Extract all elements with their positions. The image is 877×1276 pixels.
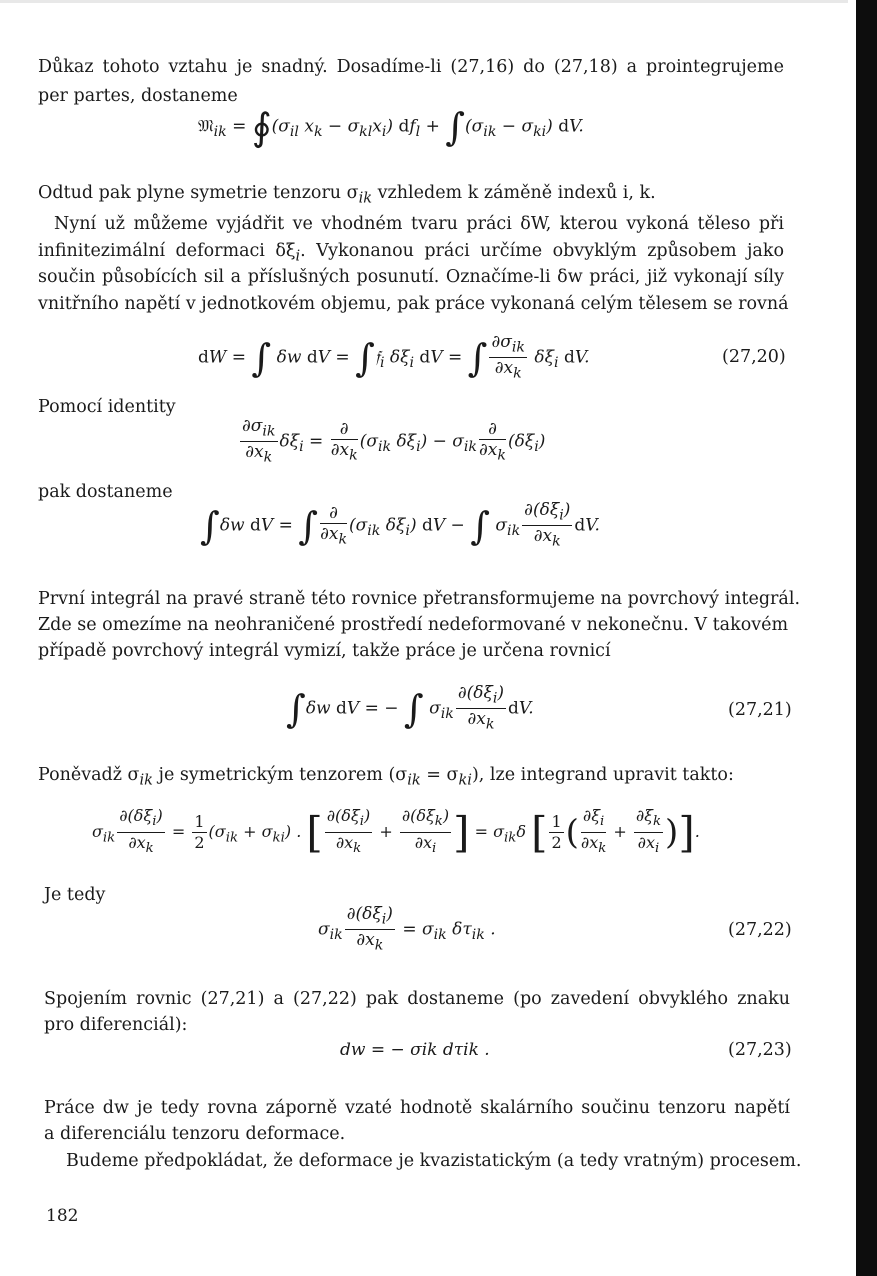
equation-moment: 𝔐$_{ik}$ = $∮(\sigma_{il}$ $x_k - \sigma_{kl}x_i$) $df_l + \int(\sigma_{ik} - \sigma_{ki})$ dV.	[198, 105, 584, 149]
equation-27-22: $\sigma_{ik}$ $\frac{\partial(\delta\xi_i)}{\partial x_k}$ = $\sigma_{ik}$ $\delta\tau_{ik}$ .	[318, 904, 496, 954]
text-line: Je tedy	[44, 885, 106, 905]
page-gutter	[848, 0, 856, 1276]
equation-work-split: ∫δw dV = ∫ $\frac{\partial}{\partial x_k}$ ($\sigma_{ik}$ $\delta\xi_i$) dV − ∫ $\sigma_{ik}$ $\frac{\partial(\delta\xi_i)}{\partial x_k}$ dV.	[200, 500, 600, 550]
equation-number: (27,23)	[728, 1040, 792, 1060]
text-line: Práce dw je tedy rovna záporně vzaté hodnotě skalárního součinu tenzoru napětí	[44, 1098, 790, 1118]
text-line: a diferenciálu tenzoru deformace.	[44, 1124, 346, 1144]
text-line: Budeme předpokládat, že deformace je kvazistatickým (a tedy vratným) procesem.	[66, 1151, 802, 1171]
text-line: infinitezimální deformaci $\delta\xi_i$. Vykonanou práci určíme obvyklým způsobem jako	[38, 241, 784, 265]
equation-number: (27,22)	[728, 920, 792, 940]
equation-27-20: dW = ∫ δw dV = ∫𝔣$_i$ $\delta\xi_i$ dV = ∫ $\frac{\partial\sigma_{ik}}{\partial x_k}$ $\delta\xi_i$ dV.	[198, 332, 590, 382]
text-line: pro diferenciál):	[44, 1015, 188, 1035]
equation-symmetric: $\sigma_{ik}$ $\frac{\partial(\delta\xi_i)}{\partial x_k}$ = $\frac{1}{2}$ $(\sigma_{ik} + \sigma_{ki})$ . [ $\frac{\partial(\delta\xi_i)}{\partial x_k}$ + $\frac{\partial(\delta\xi_k)}{\partial x_i}$ ] = $\sigma_{ik}\delta$ [ $\frac{1}{2}$ ( $\frac{\partial\xi_i}{\partial x_k}$ + $\frac{\partial\xi_k}{\partial x_i}$ )].	[92, 806, 700, 858]
text-line: Pomocí identity	[38, 397, 176, 417]
text-line: pak dostaneme	[38, 482, 173, 502]
page-top-edge	[0, 0, 853, 3]
equation-27-21: ∫δw dV = − ∫ $\sigma_{ik}$ $\frac{\partial(\delta\xi_i)}{\partial x_k}$ dV.	[286, 683, 534, 733]
text-line: per partes, dostaneme	[38, 86, 238, 106]
text-line: Odtud pak plyne symetrie tenzoru $\sigma_{ik}$ vzhledem k záměně indexů i, k.	[38, 183, 656, 207]
equation-identity: $\frac{\partial\sigma_{ik}}{\partial x_k}$ $\delta\xi_i$ = $\frac{\partial}{\partial x_k}$ ($\sigma_{ik}$ $\delta\xi_i) - \sigma_{ik}$ $\frac{\partial}{\partial x_k}$ $(\delta\xi_i)$	[242, 416, 546, 466]
equation-number: (27,20)	[722, 347, 786, 367]
text-line: Poněvadž $\sigma_{ik}$ je symetrickým tenzorem $(\sigma_{ik} = \sigma_{ki})$, lze integrand upravit takto:	[38, 765, 734, 789]
page-number: 182	[46, 1206, 79, 1226]
text-line: Zde se omezíme na neohraničené prostředí nedeformované v nekonečnu. V takovém	[38, 615, 789, 635]
text-line: případě povrchový integrál vymizí, takže práce je určena rovnicí	[38, 641, 611, 661]
text-line: Spojením rovnic (27,21) a (27,22) pak dostaneme (po zavedení obvyklého znaku	[44, 989, 790, 1009]
equation-number: (27,21)	[728, 700, 792, 720]
text-line: První integrál na pravé straně této rovnice přetransformujeme na povrchový integrál.	[38, 589, 801, 609]
text-line: Důkaz tohoto vztahu je snadný. Dosadíme-li (27,16) do (27,18) a prointegrujeme	[38, 57, 784, 77]
text-line: Nyní už můžeme vyjádřit ve vhodném tvaru práci δW, kterou vykoná těleso při	[54, 214, 784, 234]
text-line: součin působících sil a příslušných posunutí. Označíme-li δw práci, již vykonají síly	[38, 267, 784, 287]
equation-27-23: dw = − σik dτik .	[340, 1040, 490, 1060]
page-right-edge	[853, 0, 877, 1276]
text-line: vnitřního napětí v jednotkovém objemu, pak práce vykonaná celým tělesem se rovná	[38, 294, 789, 314]
